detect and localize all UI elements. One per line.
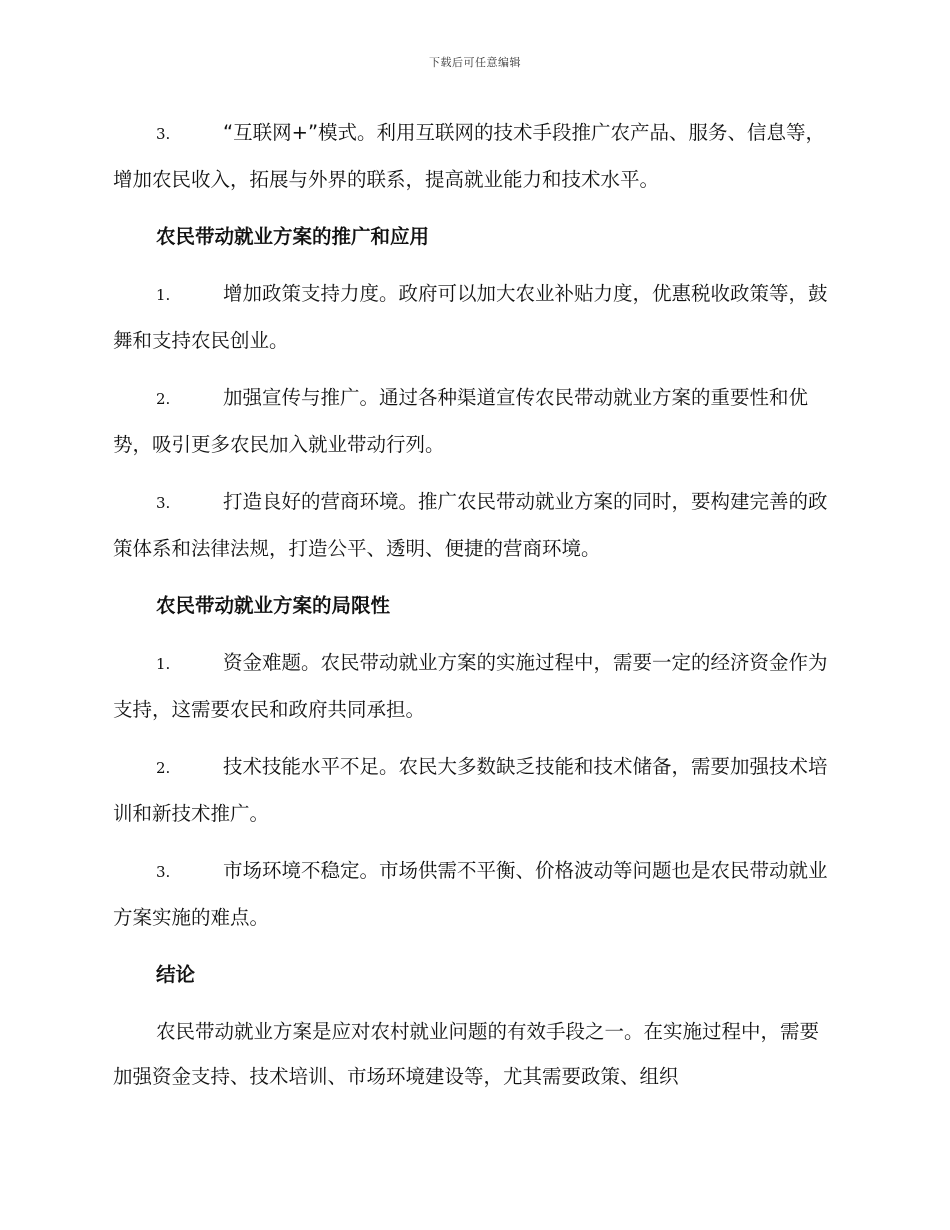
section-heading: 农民带动就业方案的推广和应用 bbox=[156, 225, 430, 248]
list-item-number: 1. bbox=[156, 655, 171, 673]
list-item-number: 3. bbox=[156, 494, 171, 512]
section-heading: 农民带动就业方案的局限性 bbox=[156, 594, 391, 617]
list-item-text: 市场环境不稳定。市场供需不平衡、价格波动等问题也是农民带动就业方案实施的难点。 bbox=[113, 859, 828, 929]
list-item-text: “互联网+”模式。利用互联网的技术手段推广农产品、服务、信息等，增加农民收入，拓展与外界的联系，提高就业能力和技术水平。 bbox=[113, 121, 826, 191]
page-header: 下载后可任意编辑 bbox=[429, 56, 521, 69]
list-item bbox=[113, 271, 835, 363]
conclusion-paragraph: 农民带动就业方案是应对农村就业问题的有效手段之一。在实施过程中，需要加强资金支持、技术培训、市场环境建设等，尤其需要政策、组织 bbox=[113, 1020, 820, 1088]
list-item bbox=[113, 375, 835, 467]
list-item bbox=[113, 479, 835, 571]
list-item-text: 增加政策支持力度。政府可以加大农业补贴力度，优惠税收政策等，鼓舞和支持农民创业。 bbox=[113, 282, 828, 352]
section-heading: 结论 bbox=[156, 963, 196, 986]
list-item bbox=[113, 640, 835, 732]
list-item bbox=[113, 110, 835, 202]
list-item-text: 技术技能水平不足。农民大多数缺乏技能和技术储备，需要加强技术培训和新技术推广。 bbox=[113, 755, 828, 825]
list-item-number: 2. bbox=[156, 390, 171, 408]
list-item-number: 2. bbox=[156, 759, 171, 777]
list-item-text: 打造良好的营商环境。推广农民带动就业方案的同时，要构建完善的政策体系和法律法规，打造公平、透明、便捷的营商环境。 bbox=[113, 490, 828, 560]
document-body bbox=[113, 110, 835, 1099]
list-item-text: 资金难题。农民带动就业方案的实施过程中，需要一定的经济资金作为支持，这需要农民和政府共同承担。 bbox=[113, 651, 828, 721]
list-item bbox=[113, 744, 835, 836]
list-item bbox=[113, 848, 835, 940]
list-item-number: 3. bbox=[156, 125, 171, 143]
list-item-text: 加强宣传与推广。通过各种渠道宣传农民带动就业方案的重要性和优势，吸引更多农民加入就业带动行列。 bbox=[113, 386, 809, 456]
list-item-number: 3. bbox=[156, 863, 171, 881]
list-item-number: 1. bbox=[156, 286, 171, 304]
